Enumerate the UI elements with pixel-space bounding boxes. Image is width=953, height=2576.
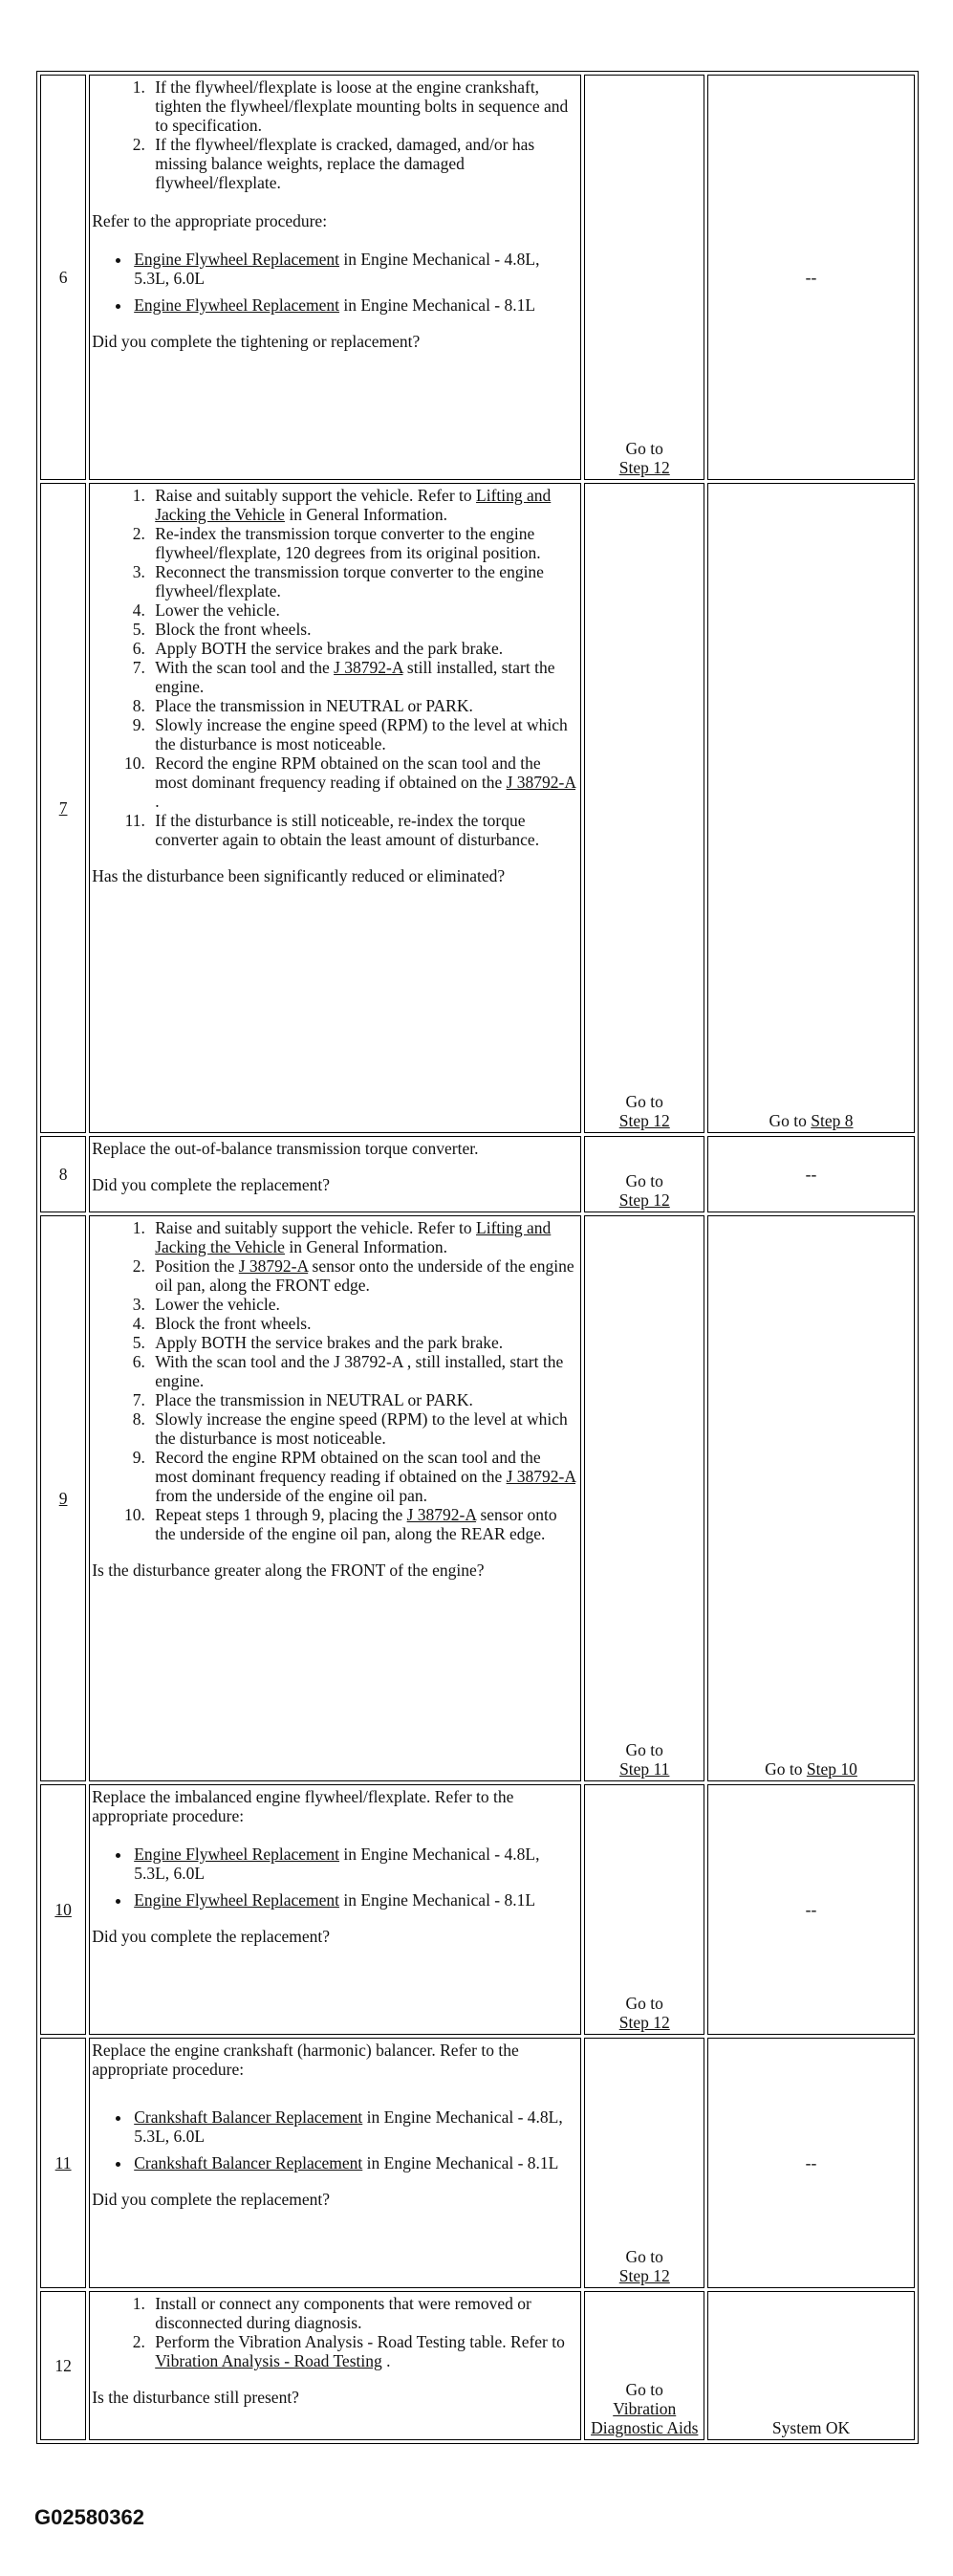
list-item: 3. Lower the vehicle. xyxy=(149,1295,576,1314)
yes-step-link[interactable]: Step 12 xyxy=(618,2013,670,2032)
tool-link[interactable]: J 38792-A xyxy=(334,658,403,677)
figure-id: G02580362 xyxy=(34,2505,144,2529)
list-item: 4. Lower the vehicle. xyxy=(149,600,576,620)
yes-cell xyxy=(584,1215,704,1781)
no-cell xyxy=(707,75,915,480)
yes-step-link[interactable]: Step 12 xyxy=(618,1111,670,1130)
action-cell xyxy=(89,2038,581,2288)
yes-cell xyxy=(584,2038,704,2288)
list-item: 8. Slowly increase the engine speed (RPM) to the level at which the disturbance is most noticeable. xyxy=(149,1409,576,1448)
yes-prefix: Go to xyxy=(625,2380,663,2399)
action-text: Replace the engine crankshaft (harmonic) balancer. Refer to the appropriate procedure: xyxy=(92,2041,519,2079)
no-prefix: Go to xyxy=(769,1111,812,1130)
action-text: Replace the imbalanced engine flywheel/flexplate. Refer to the appropriate procedure: xyxy=(92,1787,514,1825)
list-item: 1. Install or connect any components that were removed or disconnected during diagnosis. xyxy=(149,2294,576,2332)
procedure-text: in Engine Mechanical - 4.8L, 5.3L, 6.0L xyxy=(134,250,540,288)
list-item: 6. With the scan tool and the J 38792-A , still installed, start the engine. xyxy=(149,1352,576,1390)
step-link[interactable]: 9 xyxy=(58,1489,68,1508)
no-text: -- xyxy=(805,268,817,287)
step-label: 8 xyxy=(58,1165,68,1184)
list-item: 2. If the flywheel/flexplate is cracked, damaged, and/or has missing balance weights, replace the damaged flywheel/flexplate. xyxy=(149,135,576,192)
tool-link[interactable]: J 38792-A xyxy=(238,1256,309,1276)
yes-step-link[interactable]: Step 12 xyxy=(618,1190,670,1210)
step-label: 6 xyxy=(58,268,68,287)
action-cell xyxy=(89,483,581,1133)
table-row xyxy=(40,75,915,480)
step-link[interactable]: 10 xyxy=(54,1900,72,1919)
procedure-link[interactable]: Crankshaft Balancer Replacement xyxy=(134,2107,363,2127)
action-cell xyxy=(89,75,581,480)
list-item xyxy=(132,2153,576,2172)
procedure-text: in Engine Mechanical - 4.8L, 5.3L, 6.0L xyxy=(134,1845,540,1883)
yes-prefix: Go to xyxy=(625,2247,663,2266)
yes-cell xyxy=(584,1136,704,1212)
list-item: 9. Slowly increase the engine speed (RPM) to the level at which the disturbance is most noticeable. xyxy=(149,715,576,753)
list-item xyxy=(132,2107,576,2146)
no-step-link[interactable]: Step 10 xyxy=(806,1759,857,1779)
procedure-link[interactable]: Engine Flywheel Replacement xyxy=(134,1890,339,1910)
action-cell xyxy=(89,2291,581,2440)
yes-cell xyxy=(584,75,704,480)
tool-link[interactable]: J 38792-A xyxy=(406,1505,477,1524)
step-number xyxy=(40,2291,86,2440)
list-item: 1. Raise and suitably support the vehicle. Refer to Lifting and Jacking the Vehicle in General Information. xyxy=(149,486,576,524)
procedure-link[interactable]: Engine Flywheel Replacement xyxy=(134,250,339,269)
question-text: Has the disturbance been significantly reduced or eliminated? xyxy=(92,866,506,885)
lifting-link[interactable]: Lifting and Jacking the Vehicle xyxy=(155,486,552,524)
no-text: System OK xyxy=(771,2418,851,2437)
procedure-list xyxy=(92,2107,576,2172)
table-row xyxy=(40,1215,915,1781)
action-list xyxy=(92,1218,576,1543)
diagnostic-table xyxy=(36,71,919,2444)
list-item: 10. Repeat steps 1 through 9, placing the J 38792-A sensor onto the underside of the engine oil pan, along the REAR edge. xyxy=(149,1505,576,1543)
list-item: 5. Apply BOTH the service brakes and the park brake. xyxy=(149,1333,576,1352)
question-text: Did you complete the replacement? xyxy=(92,1175,330,1194)
table-row xyxy=(40,1136,915,1212)
no-cell xyxy=(707,1136,915,1212)
no-text: -- xyxy=(805,2153,817,2172)
step-number xyxy=(40,2038,86,2288)
procedure-text: in Engine Mechanical - 8.1L xyxy=(339,1890,536,1910)
step-number xyxy=(40,75,86,480)
no-text: -- xyxy=(805,1165,817,1184)
no-cell xyxy=(707,1784,915,2035)
question-text: Is the disturbance still present? xyxy=(92,2388,299,2407)
action-list xyxy=(92,2294,576,2370)
table-row xyxy=(40,2291,915,2440)
step-link[interactable]: 7 xyxy=(58,798,68,818)
yes-cell xyxy=(584,483,704,1133)
step-number xyxy=(40,1215,86,1781)
table-row xyxy=(40,2038,915,2288)
intro-text: Refer to the appropriate procedure: xyxy=(92,211,328,230)
action-cell xyxy=(89,1784,581,2035)
action-text: Replace the out-of-balance transmission torque converter. xyxy=(92,1139,479,1158)
list-item xyxy=(132,250,576,288)
tool-link[interactable]: J 38792-A xyxy=(506,773,576,792)
table-row xyxy=(40,1784,915,2035)
question-text: Did you complete the tightening or replacement? xyxy=(92,332,421,351)
list-item: 2. Position the J 38792-A sensor onto the underside of the engine oil pan, along the FRONT edge. xyxy=(149,1256,576,1295)
lifting-link[interactable]: Lifting and Jacking the Vehicle xyxy=(155,1218,552,1256)
action-cell xyxy=(89,1215,581,1781)
no-text: -- xyxy=(805,1900,817,1919)
step-number xyxy=(40,1136,86,1212)
yes-step-link[interactable]: Vibration Diagnostic Aids xyxy=(591,2399,699,2437)
list-item: 10. Record the engine RPM obtained on the scan tool and the most dominant frequency reading if obtained on the J 38792-A . xyxy=(149,753,576,811)
step-number xyxy=(40,483,86,1133)
no-cell xyxy=(707,483,915,1133)
list-item: 3. Reconnect the transmission torque converter to the engine flywheel/flexplate. xyxy=(149,562,576,600)
question-text: Did you complete the replacement? xyxy=(92,1927,330,1946)
yes-cell xyxy=(584,1784,704,2035)
no-cell xyxy=(707,1215,915,1781)
yes-step-link[interactable]: Step 11 xyxy=(619,1759,670,1779)
list-item: 7. Place the transmission in NEUTRAL or PARK. xyxy=(149,1390,576,1409)
list-item: 6. Apply BOTH the service brakes and the park brake. xyxy=(149,639,576,658)
list-item: 1. Raise and suitably support the vehicle. Refer to Lifting and Jacking the Vehicle in General Information. xyxy=(149,1218,576,1256)
list-item xyxy=(132,1845,576,1883)
no-cell xyxy=(707,2291,915,2440)
road-testing-link[interactable]: Vibration Analysis - Road Testing xyxy=(155,2351,382,2370)
no-prefix: Go to xyxy=(765,1759,807,1779)
yes-prefix: Go to xyxy=(625,1171,663,1190)
step-link[interactable]: 11 xyxy=(54,2153,72,2172)
list-item: 2. Re-index the transmission torque converter to the engine flywheel/flexplate, 120 degrees from its original position. xyxy=(149,524,576,562)
list-item: 1. If the flywheel/flexplate is loose at the engine crankshaft, tighten the flywheel/flexplate mounting bolts in sequence and to specification. xyxy=(149,77,576,135)
list-item: 9. Record the engine RPM obtained on the scan tool and the most dominant frequency reading if obtained on the J 38792-A from the underside of the engine oil pan. xyxy=(149,1448,576,1505)
list-item: 4. Block the front wheels. xyxy=(149,1314,576,1333)
list-item xyxy=(132,1890,576,1910)
list-item xyxy=(132,295,576,315)
procedure-list xyxy=(92,250,576,315)
procedure-text: in Engine Mechanical - 8.1L xyxy=(362,2153,559,2172)
procedure-link[interactable]: Crankshaft Balancer Replacement xyxy=(134,2153,363,2172)
list-item: 8. Place the transmission in NEUTRAL or PARK. xyxy=(149,696,576,715)
list-item: 7. With the scan tool and the J 38792-A still installed, start the engine. xyxy=(149,658,576,696)
yes-prefix: Go to xyxy=(625,439,663,458)
yes-step-link[interactable]: Step 12 xyxy=(618,2266,670,2285)
action-list xyxy=(92,77,576,192)
procedure-link[interactable]: Engine Flywheel Replacement xyxy=(134,1845,339,1864)
no-cell xyxy=(707,2038,915,2288)
step-number xyxy=(40,1784,86,2035)
list-item: 2. Perform the Vibration Analysis - Road Testing table. Refer to Vibration Analysis - Road Testing . xyxy=(149,2332,576,2370)
list-item: 11. If the disturbance is still noticeable, re-index the torque converter again to obtain the least amount of disturbance. xyxy=(149,811,576,849)
yes-prefix: Go to xyxy=(625,1740,663,1759)
action-list xyxy=(92,486,576,849)
yes-step-link[interactable]: Step 12 xyxy=(618,458,670,477)
no-step-link[interactable]: Step 8 xyxy=(811,1111,854,1130)
procedure-link[interactable]: Engine Flywheel Replacement xyxy=(134,295,339,315)
procedure-text: in Engine Mechanical - 8.1L xyxy=(339,295,536,315)
yes-cell xyxy=(584,2291,704,2440)
yes-prefix: Go to xyxy=(625,1092,663,1111)
table-row xyxy=(40,483,915,1133)
list-item: 5. Block the front wheels. xyxy=(149,620,576,639)
procedure-text: in Engine Mechanical - 4.8L, 5.3L, 6.0L xyxy=(134,2107,563,2146)
question-text: Did you complete the replacement? xyxy=(92,2190,330,2209)
tool-link[interactable]: J 38792-A xyxy=(506,1467,576,1486)
yes-prefix: Go to xyxy=(625,1994,663,2013)
question-text: Is the disturbance greater along the FRONT of the engine? xyxy=(92,1561,485,1580)
action-cell xyxy=(89,1136,581,1212)
step-label: 12 xyxy=(54,2356,72,2375)
procedure-list xyxy=(92,1845,576,1910)
